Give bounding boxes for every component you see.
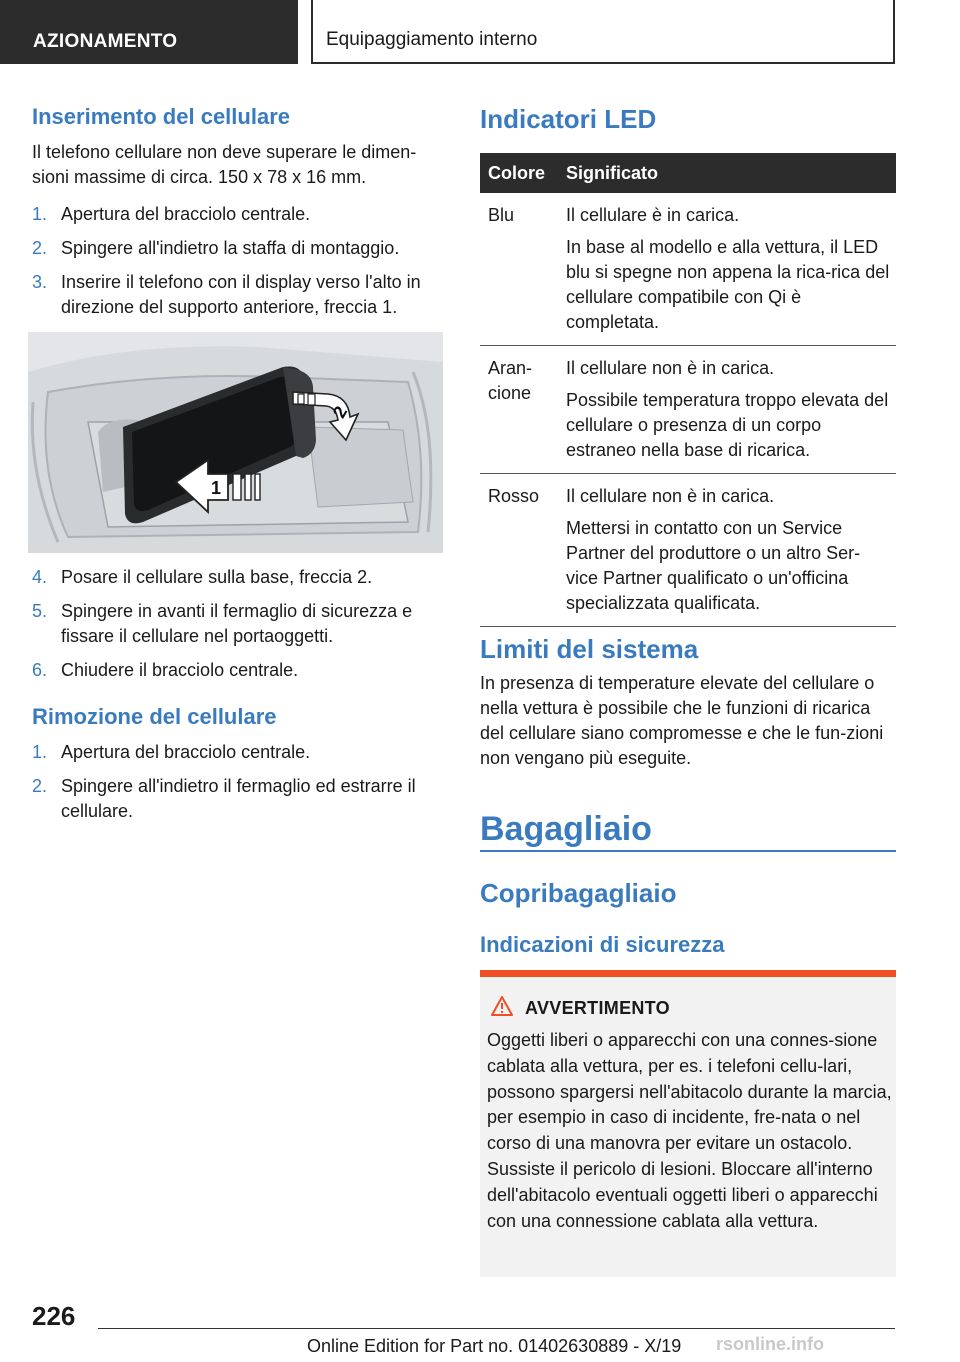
watermark: rsonline.info (716, 1334, 824, 1354)
remove-title: Rimozione del cellulare (32, 704, 277, 729)
table-row (480, 346, 896, 474)
warning-text: Oggetti liberi o apparecchi con una connes-sione cablata alla vettura, per es. i telefoni cellu-lari, possono spargersi nell'abitacolo durante la marcia, per esempio in caso di incidente, fre-nata o nel corso di una manovra per evitare un ostacolo. Sussiste il pericolo di lesioni. Bloccare all'interno dell'abitacolo eventuali oggetti liberi o apparecchi con una connessione cablata alla vettura. (487, 1030, 892, 1231)
led-meaning: Il cellulare non è in carica. Possibile temperatura troppo elevata del cellulare o presenza di un corpo estraneo nella base di ricarica. (558, 346, 896, 474)
insert-steps (32, 202, 444, 329)
warning-triangle-icon (491, 995, 513, 1017)
edition-text: Online Edition for Part no. 01402630889 - X/19 (307, 1336, 682, 1356)
led-table (480, 153, 896, 627)
table-header-meaning: Significato (558, 153, 896, 193)
list-item: 1. Apertura del bracciolo centrale. (32, 742, 311, 762)
led-meaning: Il cellulare è in carica. In base al modello e alla vettura, il LED blu si spegne non appena la rica-rica del cellulare compatibile con Qi è completata. (558, 193, 896, 346)
led-color: Blu (480, 193, 558, 346)
table-row (480, 474, 896, 627)
list-item: 5. Spingere in avanti il fermaglio di sicurezza e fissare il cellulare nel portaoggetti. (32, 601, 413, 646)
insert-title: Inserimento del cellulare (32, 104, 290, 129)
limits-text: In presenza di temperature elevate del cellulare o nella vettura è possibile che le funzioni di ricarica del cellulare siano compromesse e che le fun-zioni non vengano più eseguite. (480, 673, 884, 768)
list-item: 6. Chiudere il bracciolo centrale. (32, 660, 299, 680)
arrow-1-label: 1 (211, 478, 222, 498)
trunk-title: Bagagliaio (480, 810, 652, 848)
warning-box (480, 970, 896, 1277)
list-item: 4. Posare il cellulare sulla base, freccia 2. (32, 567, 373, 587)
phone-tray-illustration (28, 332, 443, 553)
insert-intro: Il telefono cellulare non deve superare le dimen-sioni massime di circa. 150 x 78 x 16 mm. (32, 142, 417, 187)
list-item: 2. Spingere all'indietro il fermaglio ed estrarre il cellulare. (32, 776, 416, 821)
safety-title: Indicazioni di sicurezza (480, 932, 725, 957)
chapter-title: Equipaggiamento interno (311, 0, 895, 64)
heading-rule (480, 850, 896, 852)
list-item: 3. Inserire il telefono con il display verso l'alto in direzione del supporto anteriore, freccia 1. (32, 272, 421, 317)
limits-title: Limiti del sistema (480, 634, 699, 664)
section-title: AZIONAMENTO (0, 0, 298, 64)
warning-title: AVVERTIMENTO (525, 998, 670, 1018)
warning-bar (480, 970, 896, 977)
table-row (480, 193, 896, 346)
led-meaning: Il cellulare non è in carica. Mettersi in contatto con un Service Partner del produttore o un altro Ser-vice Partner qualificato o un'officina specializzata qualificata. (558, 474, 896, 627)
table-header-color: Colore (480, 153, 558, 193)
page-number: 226 (32, 1301, 76, 1331)
arrow-2-label: 2 (328, 402, 352, 422)
list-item: 2. Spingere all'indietro la staffa di montaggio. (32, 238, 400, 258)
remove-steps (32, 740, 444, 833)
led-color: Aran-cione (480, 346, 558, 474)
footer-rule (98, 1328, 895, 1329)
list-item: 1. Apertura del bracciolo centrale. (32, 204, 311, 224)
insert-steps-continued (32, 565, 444, 692)
led-color: Rosso (480, 474, 558, 627)
led-title: Indicatori LED (480, 104, 657, 134)
trunk-cover-title: Copribagagliaio (480, 878, 677, 908)
